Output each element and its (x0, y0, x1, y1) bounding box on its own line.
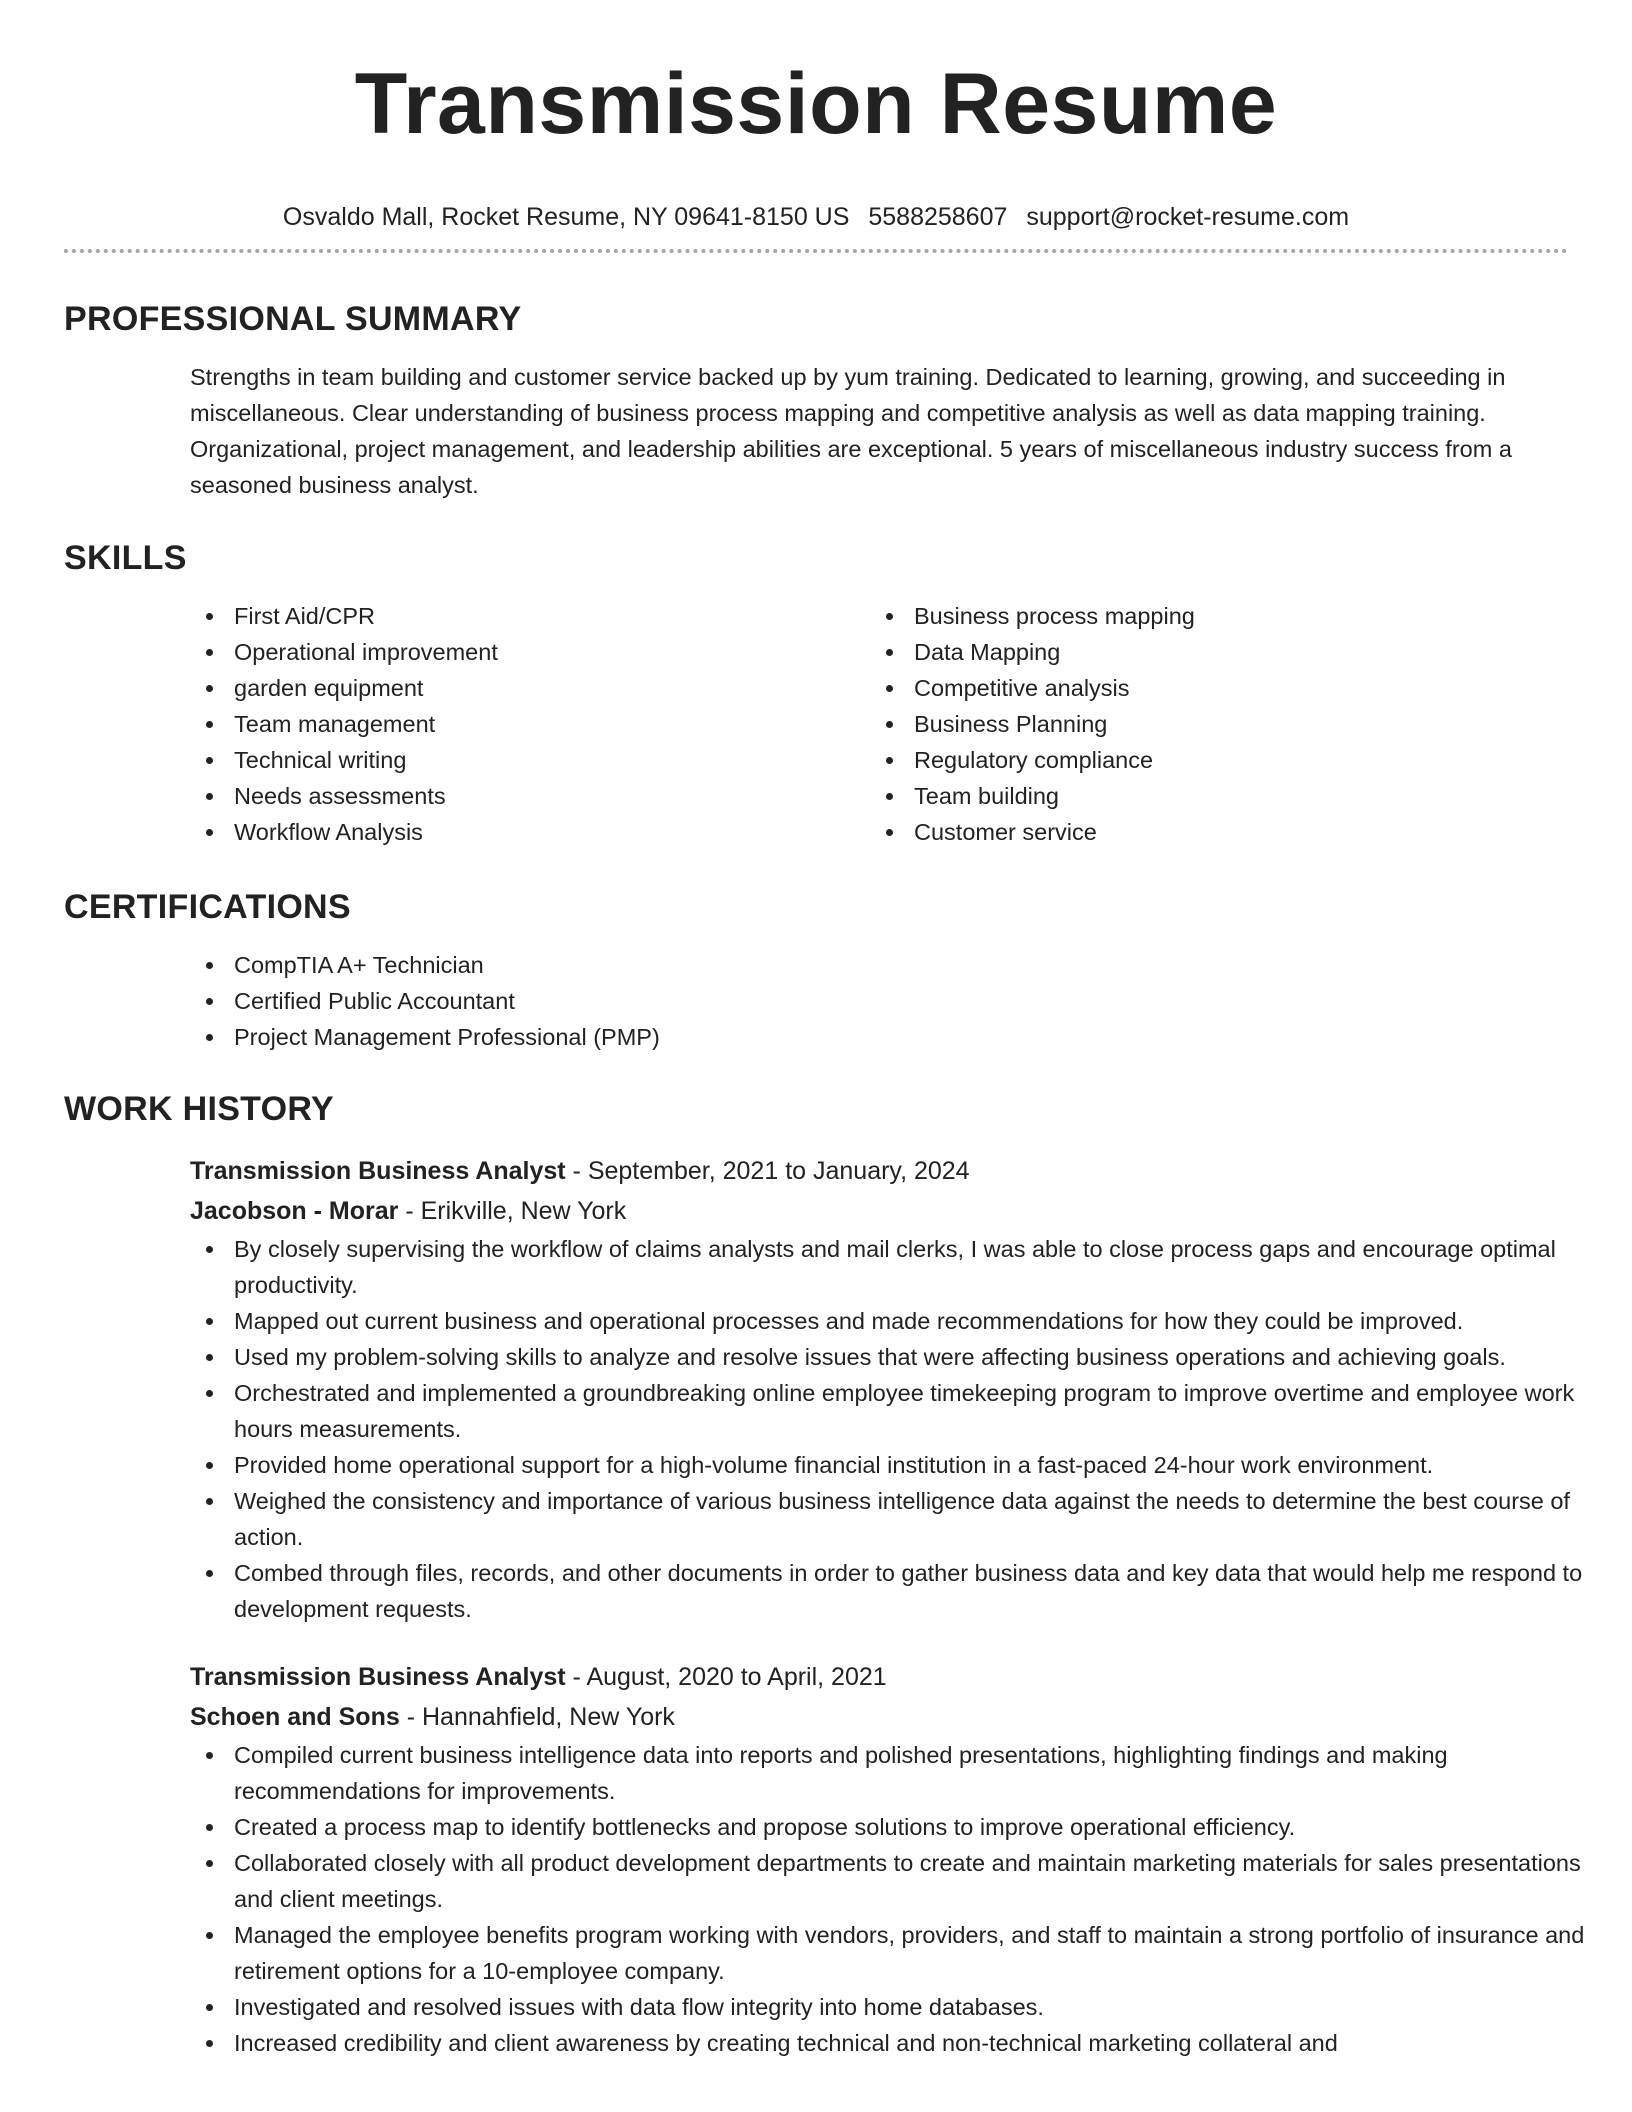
bullet-icon (886, 793, 893, 800)
job-title-line (190, 1151, 1568, 1191)
skills-columns (190, 598, 1568, 850)
job-bullet-text: Collaborated closely with all product development departments to create and maintain marketing materials for sales presentations and client meetings. (234, 1850, 1581, 1912)
list-item (870, 742, 1550, 778)
list-item (190, 1483, 1615, 1555)
certification-label: Project Management Professional (PMP) (234, 1024, 660, 1050)
header-divider (64, 249, 1568, 253)
bullet-icon (886, 613, 893, 620)
bullet-icon (206, 1034, 213, 1041)
list-item (870, 634, 1550, 670)
job-bullet-text: Investigated and resolved issues with data flow integrity into home databases. (234, 1994, 1044, 2020)
certification-label: Certified Public Accountant (234, 988, 515, 1014)
skill-label: Business process mapping (914, 603, 1195, 629)
list-item (190, 778, 870, 814)
skill-label: Team building (914, 783, 1060, 809)
list-item (190, 1737, 1615, 1809)
job-company-line (190, 1697, 1568, 1737)
certifications-section (64, 887, 1568, 1055)
certification-label: CompTIA A+ Technician (234, 952, 484, 978)
summary-section (64, 299, 1568, 503)
list-item (870, 778, 1550, 814)
contact-email[interactable]: support@rocket-resume.com (1026, 203, 1350, 231)
list-item (190, 742, 870, 778)
list-item (190, 598, 870, 634)
job-bullet-text: Compiled current business intelligence data into reports and polished presentations, highlighting findings and making recommendations for improvements. (234, 1742, 1448, 1804)
bullet-icon (206, 1462, 213, 1469)
list-item (190, 1375, 1615, 1447)
skill-label: First Aid/CPR (234, 603, 376, 629)
contact-phone: 5588258607 (868, 203, 1008, 231)
bullet-icon (886, 829, 893, 836)
skill-label: Technical writing (234, 747, 407, 773)
list-item (190, 670, 870, 706)
contact-line (0, 200, 1632, 234)
summary-heading: PROFESSIONAL SUMMARY (64, 300, 522, 338)
list-item (190, 1809, 1615, 1845)
job-bullet-text: Created a process map to identify bottlenecks and propose solutions to improve operational efficiency. (234, 1814, 1296, 1840)
bullet-icon (206, 1498, 213, 1505)
certifications-list (190, 947, 1568, 1055)
bullet-icon (206, 613, 213, 620)
bullet-icon (206, 793, 213, 800)
skill-label: Business Planning (914, 711, 1108, 737)
bullet-icon (206, 962, 213, 969)
job-bullet-text: Mapped out current business and operational processes and made recommendations for how they could be improved. (234, 1308, 1464, 1334)
job-title-line (190, 1657, 1568, 1697)
skills-section (64, 538, 1568, 850)
bullet-icon (886, 685, 893, 692)
list-item (190, 1447, 1615, 1483)
job-bullet-text: Provided home operational support for a high-volume financial institution in a fast-paced 24-hour work environment. (234, 1452, 1434, 1478)
list-item (870, 706, 1550, 742)
job-company-line (190, 1191, 1568, 1231)
list-item (190, 814, 870, 850)
bullet-icon (206, 1390, 213, 1397)
list-item (190, 1339, 1615, 1375)
bullet-icon (206, 757, 213, 764)
list-item (190, 2025, 1615, 2061)
job-entry (190, 1151, 1583, 1627)
summary-text: Strengths in team building and customer service backed up by yum training. Dedicated to learning, growing, and succeeding in miscellaneous. Clear understanding of business process mapping and competitive analysis as well as data mapping training. Organizational, project management, and leadership abilities are exceptional. 5 years of miscellaneous industry success from a seasoned business analyst. (190, 364, 1512, 498)
job-bullet-text: By closely supervising the workflow of claims analysts and mail clerks, I was able to close process gaps and encourage optimal productivity. (234, 1236, 1556, 1298)
skill-label: Competitive analysis (914, 675, 1130, 701)
list-item (190, 1019, 1568, 1055)
bullet-icon (206, 1354, 213, 1361)
job-bullet-text: Orchestrated and implemented a groundbreaking online employee timekeeping program to improve overtime and employee work hours measurements. (234, 1380, 1575, 1442)
bullet-icon (886, 757, 893, 764)
bullet-icon (206, 1570, 213, 1577)
bullet-icon (206, 649, 213, 656)
bullet-icon (206, 998, 213, 1005)
skills-heading: SKILLS (64, 539, 187, 577)
bullet-icon (206, 1318, 213, 1325)
job-bullet-text: Used my problem-solving skills to analyze and resolve issues that were affecting business operations and achieving goals. (234, 1344, 1506, 1370)
resume-header (0, 0, 1632, 234)
job-bullets (64, 1737, 1585, 2061)
job-bullet-text: Increased credibility and client awareness by creating technical and non-technical marketing collateral and (234, 2030, 1338, 2056)
skills-list-left (190, 598, 870, 850)
work-history-heading: WORK HISTORY (64, 1090, 334, 1128)
skill-label: Needs assessments (234, 783, 446, 809)
certifications-heading: CERTIFICATIONS (64, 888, 351, 926)
list-item (870, 814, 1550, 850)
bullet-icon (886, 649, 893, 656)
bullet-icon (206, 2004, 213, 2011)
job-entry (190, 1657, 1585, 2061)
skill-label: Regulatory compliance (914, 747, 1154, 773)
bullet-icon (206, 685, 213, 692)
skill-label: garden equipment (234, 675, 424, 701)
bullet-icon (206, 1246, 213, 1253)
list-item (190, 947, 1568, 983)
list-item (870, 670, 1550, 706)
bullet-icon (206, 1824, 213, 1831)
contact-address: Osvaldo Mall, Rocket Resume, NY 09641-8150 US (282, 203, 850, 231)
list-item (190, 1303, 1615, 1339)
list-item (190, 634, 870, 670)
bullet-icon (206, 1860, 213, 1867)
list-item (870, 598, 1550, 634)
list-item (190, 983, 1568, 1019)
job-bullet-text: Combed through files, records, and other documents in order to gather business data and key data that would help me respond to development requests. (234, 1560, 1583, 1622)
job-location: - Erikville, New York (398, 1197, 627, 1225)
page-title: Transmission Resume (354, 56, 1278, 152)
skills-list-right (870, 598, 1550, 850)
job-dates: - September, 2021 to January, 2024 (565, 1157, 970, 1185)
job-bullet-text: Weighed the consistency and importance of various business intelligence data against the needs to determine the best course of action. (234, 1488, 1570, 1550)
list-item (190, 1845, 1615, 1917)
job-location: - Hannahfield, New York (399, 1703, 675, 1731)
list-item (190, 1917, 1615, 1989)
job-bullet-text: Managed the employee benefits program working with vendors, providers, and staff to maintain a strong portfolio of insurance and retirement options for a 10-employee company. (234, 1922, 1585, 1984)
job-bullets (64, 1231, 1583, 1627)
job-dates: - August, 2020 to April, 2021 (565, 1663, 887, 1691)
bullet-icon (886, 721, 893, 728)
job-title: Transmission Business Analyst (190, 1157, 566, 1185)
skill-label: Data Mapping (914, 639, 1061, 665)
work-history-section (64, 1089, 1585, 2061)
bullet-icon (206, 2040, 213, 2047)
bullet-icon (206, 1752, 213, 1759)
list-item (190, 1555, 1615, 1627)
list-item (190, 1231, 1615, 1303)
skill-label: Team management (234, 711, 436, 737)
list-item (190, 1989, 1615, 2025)
skill-label: Customer service (914, 819, 1097, 845)
skill-label: Workflow Analysis (234, 819, 423, 845)
skill-label: Operational improvement (234, 639, 498, 665)
job-title: Transmission Business Analyst (190, 1663, 566, 1691)
bullet-icon (206, 829, 213, 836)
bullet-icon (206, 721, 213, 728)
job-company: Jacobson - Morar (190, 1197, 399, 1225)
bullet-icon (206, 1932, 213, 1939)
list-item (190, 706, 870, 742)
job-company: Schoen and Sons (190, 1703, 400, 1731)
